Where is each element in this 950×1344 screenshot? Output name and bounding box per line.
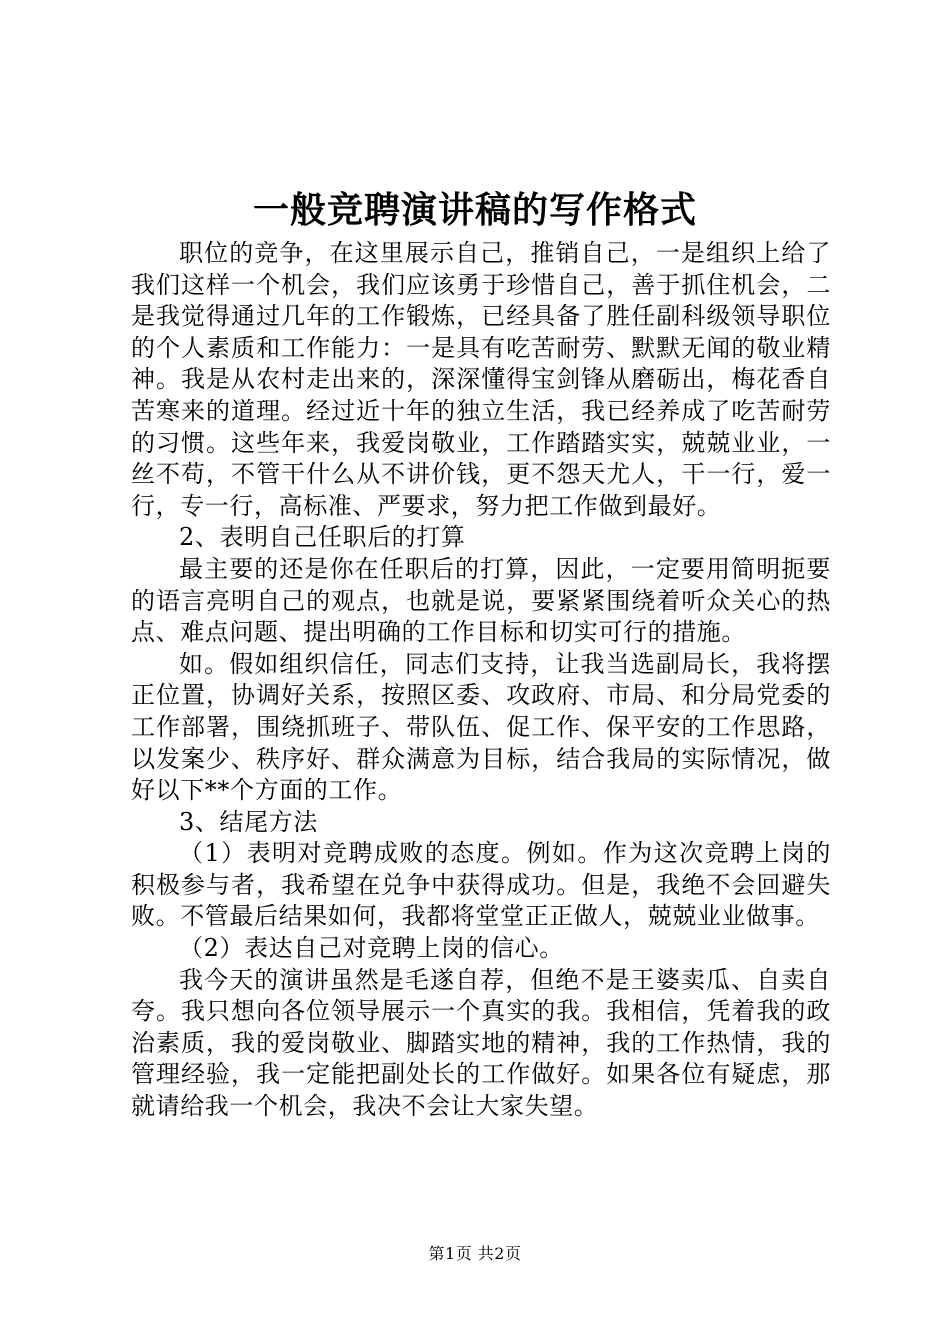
paragraph: 如。假如组织信任，同志们支持，让我当选副局长，我将摆正位置，协调好关系，按照区委、攻政府、市局、和分局党委的工作部署，围绕抓班子、带队伍、促工作、保平安的工作思路，以发案少、秩序好、群众满意为目标，结合我局的实际情况，做好以下**个方面的工作。 (131, 649, 831, 805)
document-body (131, 238, 831, 1123)
paragraph: 我今天的演讲虽然是毛遂自荐，但绝不是王婆卖瓜、自卖自夸。我只想向各位领导展示一个真实的我。我相信，凭着我的政治素质，我的爱岗敬业、脚踏实地的精神，我的工作热情，我的管理经验，我一定能把副处长的工作做好。如果各位有疑虑，那就请给我一个机会，我决不会让大家失望。 (131, 965, 831, 1121)
paragraph: （1）表明对竞聘成败的态度。例如。作为这次竞聘上岗的积极参与者，我希望在兑争中获得成功。但是，我绝不会回避失败。不管最后结果如何，我都将堂堂正正做人，兢兢业业做事。 (131, 839, 831, 931)
paragraph: 最主要的还是你在任职后的打算，因此，一定要用简明扼要的语言亮明自己的观点，也就是说，要紧紧围绕着听众关心的热点、难点问题、提出明确的工作目标和切实可行的措施。 (131, 554, 831, 647)
section-heading: 2、表明自己任职后的打算 (179, 523, 466, 552)
page-footer: 第1页 共2页 (428, 1244, 522, 1263)
paragraph: （2）表达自己对竞聘上岗的信心。 (179, 934, 564, 963)
section-heading: 3、结尾方法 (179, 807, 318, 836)
paragraph: 职位的竞争，在这里展示自己，推销自己，一是组织上给了我们这样一个机会，我们应该勇于珍惜自己，善于抓住机会，二是我觉得通过几年的工作锻炼，已经具备了胜任副科级领导职位的个人素质和工作能力：一是具有吃苦耐劳、默默无闻的敬业精神。我是从农村走出来的，深深懂得宝剑锋从磨砺出，梅花香自苦寒来的道理。经过近十年的独立生活，我已经养成了吃苦耐劳的习惯。这些年来，我爱岗敬业，工作踏踏实实，兢兢业业，一丝不苟，不管干什么从不讲价钱，更不怨天尤人，干一行，爱一行，专一行，高标准、严要求，努力把工作做到最好。 (131, 239, 831, 520)
document-title: 一般竞聘演讲稿的写作格式 (252, 189, 697, 231)
